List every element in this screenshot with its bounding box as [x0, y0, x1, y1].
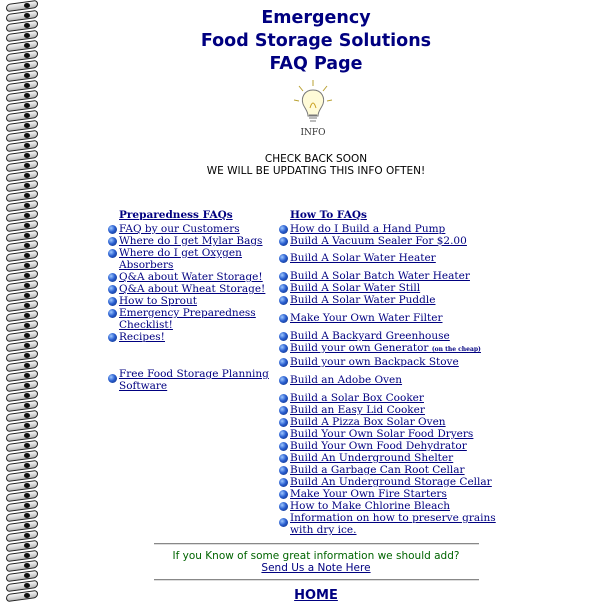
spiral-coil	[2, 51, 42, 60]
lightbulb-info-icon	[290, 78, 336, 142]
notice-line-1: CHECK BACK SOON	[264, 153, 368, 165]
suggest-info	[44, 550, 588, 574]
spiral-coil	[2, 501, 42, 510]
spiral-coil	[2, 211, 42, 220]
blue-ball-bullet-icon	[108, 225, 117, 234]
spiral-coil	[2, 481, 42, 490]
spiral-coil	[2, 521, 42, 530]
spiral-coil	[2, 551, 42, 560]
spiral-coil	[2, 221, 42, 230]
list-item-solar-water-heater[interactable]: Build A Solar Water Heater	[279, 252, 509, 264]
blue-ball-bullet-icon	[279, 454, 288, 463]
update-notice	[44, 153, 588, 177]
spiral-coil	[2, 141, 42, 150]
spiral-coil	[2, 151, 42, 160]
list-item-generator[interactable]: Build your own Generator (on the cheap)	[279, 342, 509, 356]
spiral-coil	[2, 591, 42, 600]
spiral-coil	[2, 31, 42, 40]
list-item-solar-food-dryers[interactable]: Build Your Own Solar Food Dryers	[279, 428, 509, 440]
list-item-solar-batch-heater[interactable]: Build A Solar Batch Water Heater	[279, 270, 509, 282]
spiral-coil	[2, 571, 42, 580]
blue-ball-bullet-icon	[279, 332, 288, 341]
title-line-2: Food Storage Solutions	[200, 31, 432, 51]
spiral-coil	[2, 451, 42, 460]
blue-ball-bullet-icon	[108, 237, 117, 246]
list-item-storage-cellar[interactable]: Build An Underground Storage Cellar	[279, 476, 509, 488]
page-content	[44, 0, 600, 603]
blue-ball-bullet-icon	[108, 249, 117, 258]
spiral-coil	[2, 11, 42, 20]
spiral-coil	[2, 461, 42, 470]
spiral-coil	[2, 21, 42, 30]
spiral-coil	[2, 101, 42, 110]
title-line-3: FAQ Page	[269, 54, 363, 74]
blue-ball-bullet-icon	[279, 254, 288, 263]
spiral-coil	[2, 171, 42, 180]
blue-ball-bullet-icon	[108, 309, 117, 318]
spiral-coil	[2, 371, 42, 380]
list-item-fire-starters[interactable]: Make Your Own Fire Starters	[279, 488, 509, 500]
spiral-coil	[2, 131, 42, 140]
spiral-coil	[2, 271, 42, 280]
list-item-recipes[interactable]: Recipes!	[108, 331, 276, 343]
blue-ball-bullet-icon	[108, 297, 117, 306]
list-item-food-dehydrator[interactable]: Build Your Own Food Dehydrator	[279, 440, 509, 452]
spiral-coil	[2, 301, 42, 310]
spiral-coil	[2, 471, 42, 480]
title-line-1: Emergency	[261, 8, 371, 28]
spiral-coil	[2, 421, 42, 430]
blue-ball-bullet-icon	[279, 314, 288, 323]
spiral-coil	[2, 311, 42, 320]
blue-ball-bullet-icon	[108, 285, 117, 294]
list-item-adobe-oven[interactable]: Build an Adobe Oven	[279, 374, 509, 386]
spiral-coil	[2, 431, 42, 440]
blue-ball-bullet-icon	[279, 225, 288, 234]
list-item-mylar-bags[interactable]: Where do I get Mylar Bags	[108, 235, 276, 247]
blue-ball-bullet-icon	[279, 418, 288, 427]
preparedness-heading[interactable]: Preparedness FAQs	[119, 209, 233, 221]
spiral-coil	[2, 381, 42, 390]
notice-line-2: WE WILL BE UPDATING THIS INFO OFTEN!	[206, 165, 426, 177]
page-title	[44, 7, 588, 76]
spiral-coil	[2, 91, 42, 100]
generator-note: (on the cheap)	[431, 346, 481, 353]
spiral-coil	[2, 161, 42, 170]
spiral-coil	[2, 331, 42, 340]
spiral-binding-icon	[0, 0, 44, 600]
spiral-coil	[2, 41, 42, 50]
list-item-oxygen-absorbers[interactable]: Where do I get Oxygen Absorbers	[108, 247, 276, 271]
list-item-greenhouse[interactable]: Build A Backyard Greenhouse	[279, 330, 509, 342]
blue-ball-bullet-icon	[108, 273, 117, 282]
howto-heading[interactable]: How To FAQs	[290, 209, 367, 221]
blue-ball-bullet-icon	[279, 502, 288, 511]
blue-ball-bullet-icon	[279, 358, 288, 367]
list-item-checklist[interactable]: Emergency Preparedness Checklist!	[108, 307, 276, 331]
spiral-coil	[2, 181, 42, 190]
list-item-solar-water-puddle[interactable]: Build A Solar Water Puddle	[279, 294, 509, 306]
blue-ball-bullet-icon	[279, 478, 288, 487]
spiral-coil	[2, 71, 42, 80]
blue-ball-bullet-icon	[108, 374, 117, 383]
spiral-coil	[2, 121, 42, 130]
spiral-coil	[2, 511, 42, 520]
blue-ball-bullet-icon	[279, 272, 288, 281]
spiral-coil	[2, 261, 42, 270]
list-item-solar-box-cooker[interactable]: Build a Solar Box Cooker	[279, 392, 509, 404]
howto-list	[279, 223, 509, 536]
spiral-coil	[2, 281, 42, 290]
blue-ball-bullet-icon	[279, 237, 288, 246]
spiral-coil	[2, 411, 42, 420]
spiral-coil	[2, 251, 42, 260]
list-item-solar-water-still[interactable]: Build A Solar Water Still	[279, 282, 509, 294]
preparedness-list	[108, 223, 276, 392]
blue-ball-bullet-icon	[279, 394, 288, 403]
spiral-coil	[2, 561, 42, 570]
spiral-coil	[2, 231, 42, 240]
spiral-coil	[2, 321, 42, 330]
spiral-coil	[2, 291, 42, 300]
send-note-link[interactable]: Send Us a Note Here	[261, 562, 371, 574]
list-item-chlorine-bleach[interactable]: How to Make Chlorine Bleach	[279, 500, 509, 512]
suggest-question: If you Know of some great information we should add?	[172, 550, 460, 562]
spiral-coil	[2, 351, 42, 360]
blue-ball-bullet-icon	[279, 376, 288, 385]
spiral-coil	[2, 241, 42, 250]
list-item-water-storage[interactable]: Q&A about Water Storage!	[108, 271, 276, 283]
blue-ball-bullet-icon	[279, 442, 288, 451]
spiral-coil	[2, 61, 42, 70]
list-item-underground-shelter[interactable]: Build An Underground Shelter	[279, 452, 509, 464]
spiral-coil	[2, 541, 42, 550]
list-item-wheat-storage[interactable]: Q&A about Wheat Storage!	[108, 283, 276, 295]
home-link[interactable]: HOME	[294, 588, 338, 603]
spiral-coil	[2, 201, 42, 210]
logo-text: INFO	[300, 128, 326, 138]
blue-ball-bullet-icon	[108, 333, 117, 342]
list-item-hand-pump[interactable]: How do I Build a Hand Pump	[279, 223, 509, 235]
divider-top	[154, 543, 479, 545]
list-item-backpack-stove[interactable]: Build your own Backpack Stove	[279, 356, 509, 368]
blue-ball-bullet-icon	[279, 490, 288, 499]
blue-ball-bullet-icon	[279, 518, 288, 527]
spiral-coil	[2, 111, 42, 120]
spiral-coil	[2, 531, 42, 540]
blue-ball-bullet-icon	[279, 344, 288, 353]
spiral-coil	[2, 1, 42, 10]
blue-ball-bullet-icon	[279, 466, 288, 475]
list-item-lid-cooker[interactable]: Build an Easy Lid Cooker	[279, 404, 509, 416]
blue-ball-bullet-icon	[279, 284, 288, 293]
spiral-coil	[2, 341, 42, 350]
spiral-coil	[2, 441, 42, 450]
blue-ball-bullet-icon	[279, 406, 288, 415]
list-item-faq-customers[interactable]: FAQ by our Customers	[108, 223, 276, 235]
spiral-coil	[2, 361, 42, 370]
spiral-coil	[2, 581, 42, 590]
list-item-vacuum-sealer[interactable]: Build A Vacuum Sealer For $2.00	[279, 235, 509, 247]
list-item-dry-ice[interactable]: Information on how to preserve grains with dry ice.	[279, 512, 509, 536]
blue-ball-bullet-icon	[279, 296, 288, 305]
list-item-sprout[interactable]: How to Sprout	[108, 295, 276, 307]
spiral-coil	[2, 491, 42, 500]
spiral-coil	[2, 401, 42, 410]
list-item-water-filter[interactable]: Make Your Own Water Filter	[279, 312, 509, 324]
blue-ball-bullet-icon	[279, 430, 288, 439]
spiral-coil	[2, 391, 42, 400]
spiral-coil	[2, 191, 42, 200]
spiral-coil	[2, 81, 42, 90]
list-item-pizza-box-oven[interactable]: Build A Pizza Box Solar Oven	[279, 416, 509, 428]
list-item-planning-software[interactable]: Free Food Storage Planning Software	[108, 368, 276, 392]
divider-bottom	[154, 579, 479, 581]
list-item-root-cellar[interactable]: Build a Garbage Can Root Cellar	[279, 464, 509, 476]
